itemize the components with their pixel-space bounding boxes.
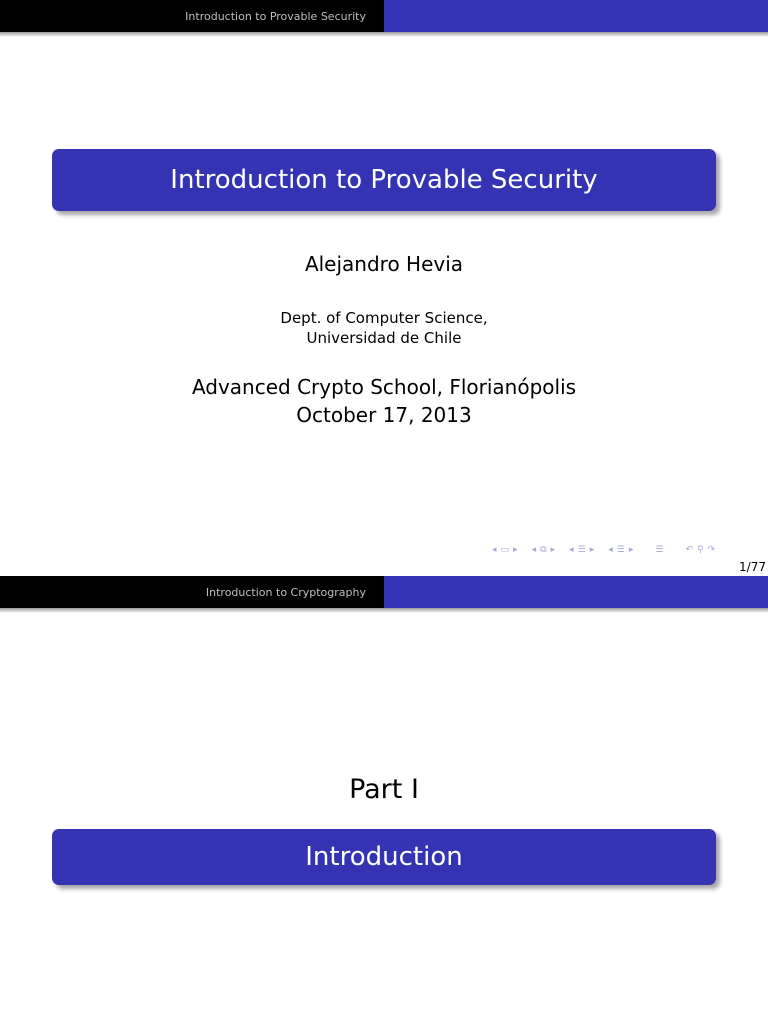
headline-shadow [0,32,768,37]
nav-forward-icon[interactable]: ↷ [707,545,716,555]
headline-accent [384,0,768,32]
headline-bar [0,0,768,32]
nav-section-icon[interactable]: ☰ [577,545,586,555]
nav-subsection-left-icon[interactable]: ◂ [531,545,537,555]
slide-title: Introduction to Provable Security [170,165,598,195]
page-number: 1/77 [739,560,766,574]
headline-shadow [0,608,768,613]
nav-frame-right-icon[interactable]: ▸ [513,545,518,555]
headline-section-title[interactable]: Introduction to Provable Security [0,0,384,32]
nav-frame-left-icon[interactable]: ◂ [492,545,497,555]
nav-section-right-icon[interactable]: ▸ [589,545,595,555]
nav-toc-icon[interactable]: ☰ [655,545,664,555]
institute-line-2: Universidad de Chile [306,329,462,347]
nav-section-left-icon[interactable]: ◂ [569,545,574,555]
nav-part-left-icon[interactable]: ◂ [608,545,613,555]
nav-part-icon[interactable]: ☰ [616,545,625,555]
nav-part-right-icon[interactable]: ▸ [628,545,634,555]
nav-subsection-right-icon[interactable]: ▸ [550,545,556,555]
headline-section-title[interactable]: Introduction to Cryptography [0,576,384,608]
part-label: Part I [349,774,419,805]
nav-frame-icon[interactable]: ▭ [500,545,510,555]
part-title-box [52,829,716,885]
headline-accent [384,576,768,608]
event-line-2: October 17, 2013 [296,403,472,427]
nav-subsection-icon[interactable]: ⧉ [540,545,547,555]
part-title: Introduction [305,842,463,872]
institute-line-1: Dept. of Computer Science, [280,309,488,327]
nav-back-icon[interactable]: ↶ [685,545,693,555]
headline-bar [0,576,768,608]
event-line-1: Advanced Crypto School, Florianópolis [191,375,577,399]
navigation-symbols [492,543,762,557]
nav-search-icon[interactable]: ⚲ [696,545,704,555]
slide-2 [0,576,768,1024]
author-name: Alejandro Hevia [304,252,464,276]
title-box [52,149,716,211]
